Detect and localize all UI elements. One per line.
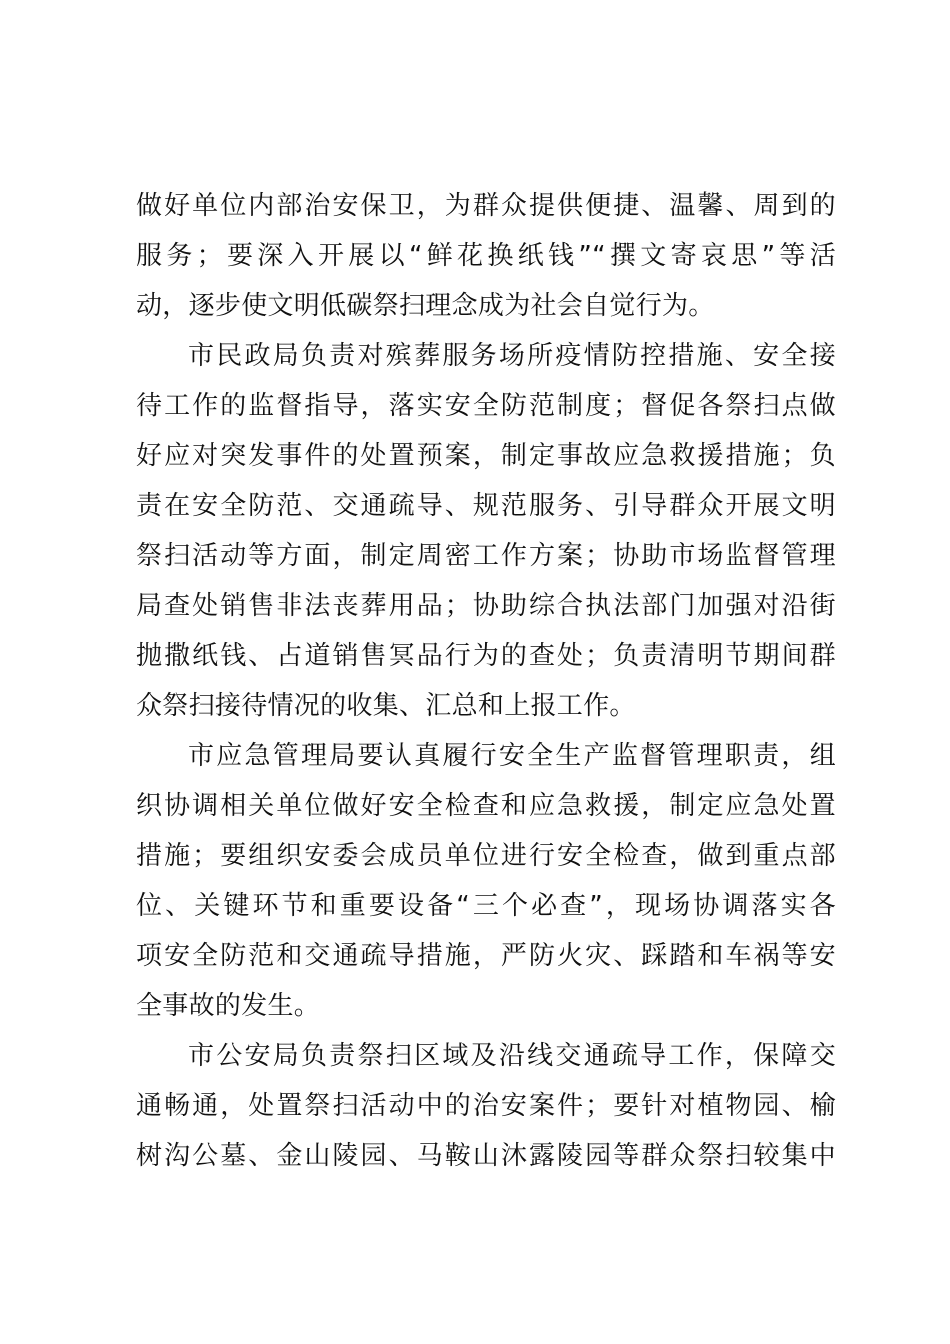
text-line: 祭扫活动等方面，制定周密工作方案；协助市场监督管理 xyxy=(136,541,836,571)
text-line: 市应急管理局要认真履行安全生产监督管理职责，组 xyxy=(188,741,836,771)
text-line: 项安全防范和交通疏导措施，严防火灾、踩踏和车祸等安 xyxy=(136,941,836,971)
text-line: 织协调相关单位做好安全检查和应急救援，制定应急处置 xyxy=(136,791,836,821)
text-line: 做好单位内部治安保卫，为群众提供便捷、温馨、周到的 xyxy=(136,191,836,221)
paragraph-2 xyxy=(136,331,836,731)
text-line: 树沟公墓、金山陵园、马鞍山沐露陵园等群众祭扫较集中 xyxy=(136,1141,836,1171)
paragraph-3 xyxy=(136,731,836,1031)
text-line: 抛撒纸钱、占道销售冥品行为的查处；负责清明节期间群 xyxy=(136,641,836,671)
text-line: 市民政局负责对殡葬服务场所疫情防控措施、安全接 xyxy=(188,341,836,371)
document-body xyxy=(136,181,836,1181)
text-line: 全事故的发生。 xyxy=(136,991,321,1021)
text-line: 责在安全防范、交通疏导、规范服务、引导群众开展文明 xyxy=(136,491,836,521)
paragraph-1 xyxy=(136,181,836,331)
text-line: 动，逐步使文明低碳祭扫理念成为社会自觉行为。 xyxy=(136,291,715,321)
text-line: 好应对突发事件的处置预案，制定事故应急救援措施；负 xyxy=(136,441,836,471)
text-line: 措施；要组织安委会成员单位进行安全检查，做到重点部 xyxy=(136,841,836,871)
text-line: 位、关键环节和重要设备“三个必查”，现场协调落实各 xyxy=(136,891,836,921)
text-line: 通畅通，处置祭扫活动中的治安案件；要针对植物园、榆 xyxy=(136,1091,836,1121)
text-line: 众祭扫接待情况的收集、汇总和上报工作。 xyxy=(136,691,636,721)
paragraph-4 xyxy=(136,1031,836,1181)
text-line: 局查处销售非法丧葬用品；协助综合执法部门加强对沿街 xyxy=(136,591,836,621)
text-line: 市公安局负责祭扫区域及沿线交通疏导工作，保障交 xyxy=(188,1041,836,1071)
text-line: 待工作的监督指导，落实安全防范制度；督促各祭扫点做 xyxy=(136,391,836,421)
text-line: 服务；要深入开展以“鲜花换纸钱”“撰文寄哀思”等活 xyxy=(136,241,836,271)
